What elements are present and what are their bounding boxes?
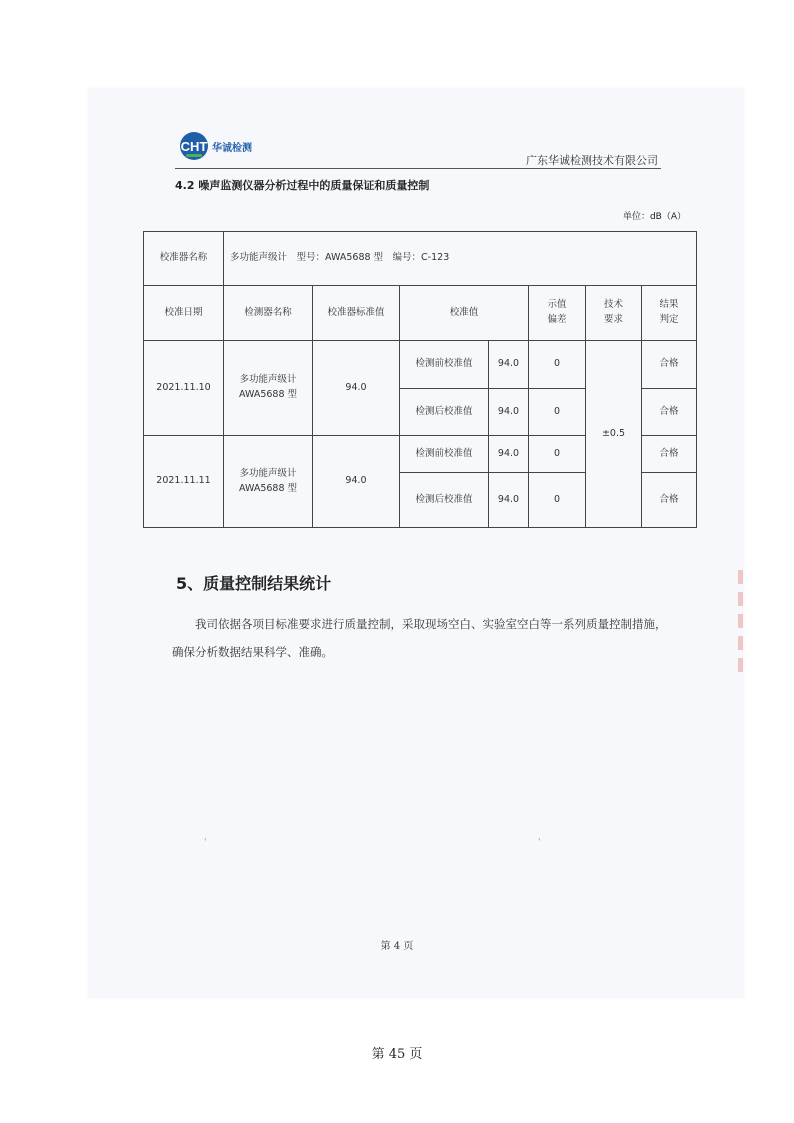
calibration-label: 检测后校准值 xyxy=(400,473,489,528)
header-deviation-line2: 偏差 xyxy=(547,314,567,325)
header-deviation-line1: 示值 xyxy=(547,299,567,311)
scanned-page xyxy=(88,88,744,998)
calibration-value: 94.0 xyxy=(489,473,529,528)
unit-label: 单位：dB（A） xyxy=(622,212,686,222)
calibrator-row xyxy=(144,232,697,286)
result-cell: 合格 xyxy=(642,473,697,528)
header-row xyxy=(144,286,697,341)
header-detector: 检测器名称 xyxy=(224,286,313,341)
section5-paragraph: 我司依据各项目标准要求进行质量控制，采取现场空白、实验室空白等一系列质量控制措施，确保分析数据结果科学、准确。 xyxy=(172,617,667,659)
deviation-cell: 0 xyxy=(529,436,586,473)
section-title: 4.2 噪声监测仪器分析过程中的质量保证和质量控制 xyxy=(175,179,430,192)
standard-cell: 94.0 xyxy=(313,436,400,528)
header-tech-line1: 技术 xyxy=(603,299,623,311)
detector-cell xyxy=(224,436,313,528)
deviation-cell: 0 xyxy=(529,341,586,389)
header-tech-requirement xyxy=(586,286,642,341)
header-tech-line2: 要求 xyxy=(603,314,623,325)
deviation-cell: 0 xyxy=(529,473,586,528)
detector-model: AWA5688 型 xyxy=(238,389,298,400)
calibration-value: 94.0 xyxy=(489,341,529,389)
header-result xyxy=(642,286,697,341)
company-logo xyxy=(180,132,252,160)
calibration-label: 检测前校准值 xyxy=(400,341,489,389)
standard-cell: 94.0 xyxy=(313,341,400,436)
calibrator-label: 校准器名称 xyxy=(144,232,224,286)
header-result-line2: 判定 xyxy=(659,314,679,325)
result-cell: 合格 xyxy=(642,389,697,436)
tech-requirement-cell: ±0.5 xyxy=(586,341,642,528)
deviation-cell: 0 xyxy=(529,389,586,436)
date-cell: 2021.11.11 xyxy=(144,436,224,528)
logo-mark: CHT xyxy=(180,132,208,160)
header-divider xyxy=(175,168,661,169)
calibrator-value: 多功能声级计 型号：AWA5688 型 编号：C-123 xyxy=(224,232,697,286)
outer-page-number: 第 45 页 xyxy=(371,1047,423,1062)
calibration-value: 94.0 xyxy=(489,389,529,436)
header-calibration: 校准值 xyxy=(400,286,529,341)
result-cell: 合格 xyxy=(642,341,697,389)
calibration-table xyxy=(143,231,697,528)
detector-name: 多功能声级计 xyxy=(239,467,297,479)
detector-cell xyxy=(224,341,313,436)
header-date: 校准日期 xyxy=(144,286,224,341)
date-cell: 2021.11.10 xyxy=(144,341,224,436)
detector-model: AWA5688 型 xyxy=(238,482,298,494)
scan-speck: ' xyxy=(538,838,541,848)
header-standard: 校准器标准值 xyxy=(313,286,400,341)
table-row xyxy=(144,341,697,389)
company-name: 广东华诚检测技术有限公司 xyxy=(526,154,658,167)
calibration-label: 检测前校准值 xyxy=(400,436,489,473)
calibration-label: 检测后校准值 xyxy=(400,389,489,436)
section5-title: 5、质量控制结果统计 xyxy=(176,574,332,593)
seal-stamp-edge xyxy=(738,570,744,700)
header-deviation xyxy=(529,286,586,341)
header-result-line1: 结果 xyxy=(659,299,679,311)
result-cell: 合格 xyxy=(642,436,697,473)
detector-name: 多功能声级计 xyxy=(239,374,297,386)
inner-page-number: 第 4 页 xyxy=(380,941,414,952)
calibration-value: 94.0 xyxy=(489,436,529,473)
scan-speck: ' xyxy=(204,838,207,848)
logo-text: 华诚检测 xyxy=(212,142,252,154)
